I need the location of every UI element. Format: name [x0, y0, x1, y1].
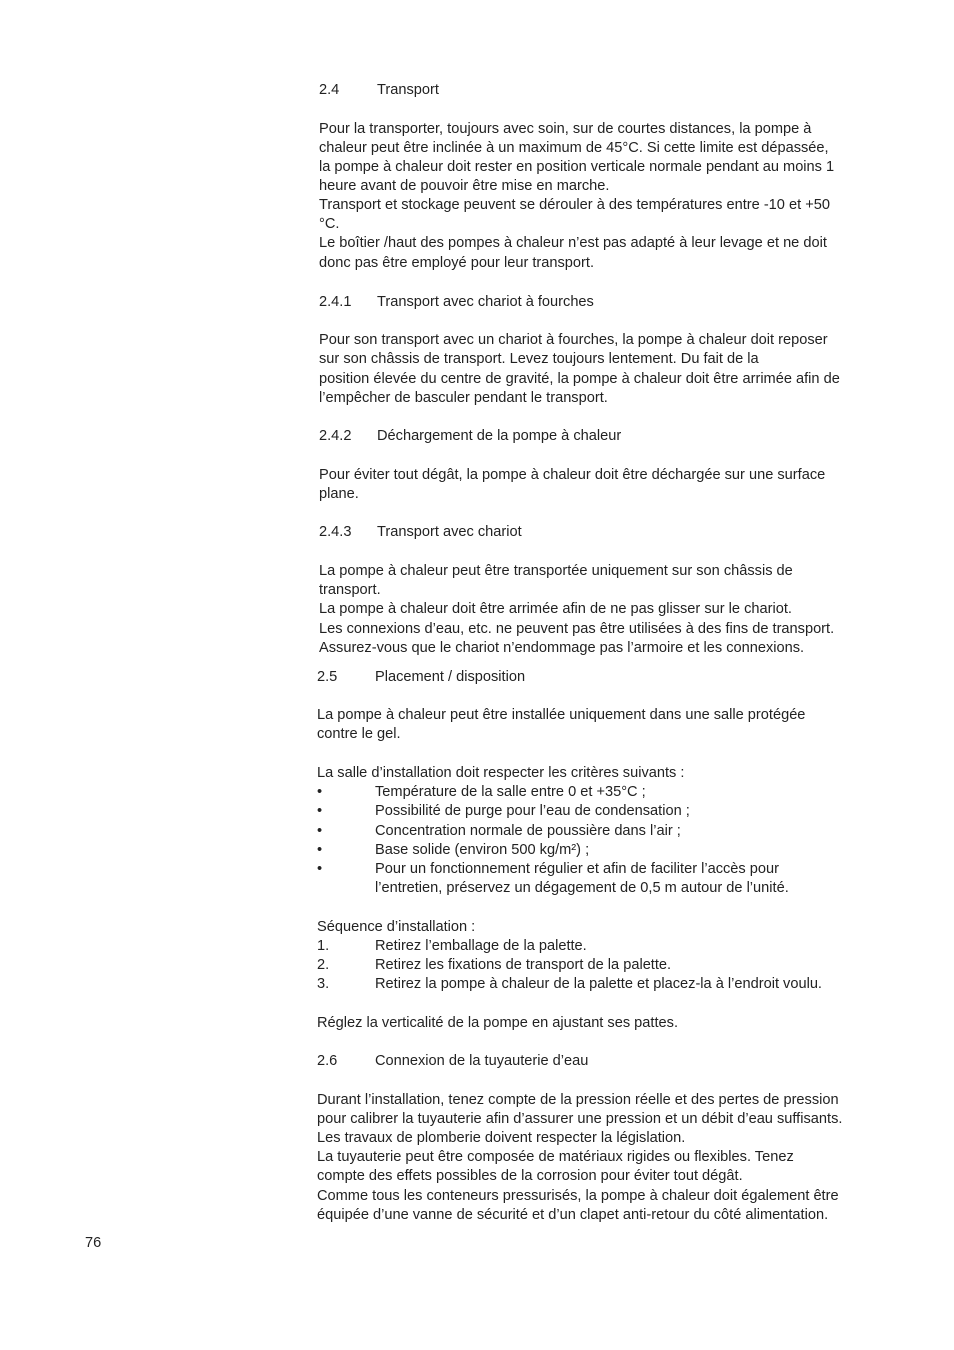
paragraph-line: chaleur peut être inclinée à un maximum de 45°C. Si cette limite est dépassée,: [319, 140, 829, 156]
sequence-intro: Séquence d’installation :: [317, 919, 476, 935]
step-text: Retirez les fixations de transport de la palette.: [375, 957, 672, 973]
bullet-marker: •: [317, 842, 323, 858]
paragraph-line: transport.: [319, 582, 381, 598]
numbered-step: [317, 956, 672, 975]
bullet-marker: •: [317, 823, 323, 839]
section-title: Transport: [377, 82, 439, 98]
paragraph-line: La tuyauterie peut être composée de matériaux rigides ou flexibles. Tenez: [317, 1149, 794, 1165]
bullet-item: [317, 822, 681, 841]
paragraph-line: Pour la transporter, toujours avec soin, sur de courtes distances, la pompe à: [319, 121, 812, 137]
paragraph-line: heure avant de pouvoir être mise en marche.: [319, 178, 610, 194]
section-title: Déchargement de la pompe à chaleur: [377, 428, 622, 444]
paragraph-line: La pompe à chaleur doit être arrimée afin de ne pas glisser sur le chariot.: [319, 601, 792, 617]
bullet-text: Concentration normale de poussière dans l’air ;: [375, 823, 681, 839]
paragraph-line: l’empêcher de basculer pendant le transport.: [319, 390, 608, 406]
numbered-step: [317, 937, 587, 956]
section-title: Connexion de la tuyauterie d’eau: [375, 1053, 589, 1069]
section-2-4-2-heading: [319, 427, 622, 446]
paragraph-line: La pompe à chaleur peut être installée uniquement dans une salle protégée: [317, 707, 806, 723]
bullet-text: Température de la salle entre 0 et +35°C ;: [375, 784, 646, 800]
section-2-4-heading: [319, 81, 439, 100]
paragraph-line: Durant l’installation, tenez compte de la pression réelle et des pertes de pression: [317, 1092, 839, 1108]
paragraph-line: Le boîtier /haut des pompes à chaleur n’est pas adapté à leur levage et ne doit: [319, 235, 827, 251]
paragraph-line: équipée d’une vanne de sécurité et d’un clapet anti-retour du côté alimentation.: [317, 1207, 829, 1223]
paragraph-line: Pour son transport avec un chariot à fourches, la pompe à chaleur doit reposer: [319, 332, 828, 348]
bullet-text: Possibilité de purge pour l’eau de condensation ;: [375, 803, 690, 819]
paragraph-line: pour calibrer la tuyauterie afin d’assurer une pression et un débit d’eau suffisants.: [317, 1111, 843, 1127]
section-number: 2.4.2: [319, 428, 352, 444]
step-number: 2.: [317, 957, 330, 973]
section-number: 2.5: [317, 669, 338, 685]
paragraph-line: Les connexions d’eau, etc. ne peuvent pas être utilisées à des fins de transport.: [319, 621, 835, 637]
paragraph-line: La pompe à chaleur peut être transportée uniquement sur son châssis de: [319, 563, 793, 579]
paragraph-line: Les travaux de plomberie doivent respecter la législation.: [317, 1130, 686, 1146]
section-2-5-heading: [317, 668, 526, 687]
paragraph-line: Pour éviter tout dégât, la pompe à chaleur doit être déchargée sur une surface: [319, 467, 826, 483]
paragraph-line: °C.: [319, 216, 340, 232]
bullet-text: Base solide (environ 500 kg/m²) ;: [375, 842, 590, 858]
paragraph-line: position élevée du centre de gravité, la pompe à chaleur doit être arrimée afin de: [319, 371, 840, 387]
bullet-text-continuation: l’entretien, préservez un dégagement de 0,5 m autour de l’unité.: [375, 880, 789, 896]
paragraph-line: compte des effets possibles de la corrosion pour éviter tout dégât.: [317, 1168, 743, 1184]
bullet-text: Pour un fonctionnement régulier et afin de faciliter l’accès pour: [375, 861, 779, 877]
section-2-6-heading: [317, 1052, 589, 1071]
paragraph-line: Comme tous les conteneurs pressurisés, la pompe à chaleur doit également être: [317, 1188, 839, 1204]
criteria-intro: La salle d’installation doit respecter les critères suivants :: [317, 765, 685, 781]
section-number: 2.4.3: [319, 524, 352, 540]
paragraph-line: Transport et stockage peuvent se dérouler à des températures entre -10 et +50: [319, 197, 830, 213]
section-2-4-1-heading: [319, 293, 594, 312]
section-2-4-3-heading: [319, 523, 522, 542]
section-title: Transport avec chariot à fourches: [377, 294, 594, 310]
bullet-marker: •: [317, 861, 323, 877]
paragraph-line: plane.: [319, 486, 359, 502]
paragraph-line: Assurez-vous que le chariot n’endommage pas l’armoire et les connexions.: [319, 640, 805, 656]
section-number: 2.4: [319, 82, 340, 98]
step-text: Retirez l’emballage de la palette.: [375, 938, 587, 954]
section-title: Placement / disposition: [375, 669, 526, 685]
paragraph-line: la pompe à chaleur doit rester en position verticale normale pendant au moins 1: [319, 159, 835, 175]
numbered-step: [317, 975, 822, 994]
bullet-marker: •: [317, 784, 323, 800]
step-number: 1.: [317, 938, 330, 954]
bullet-item: [317, 841, 590, 860]
bullet-item: [317, 802, 690, 821]
bullet-item: [317, 783, 646, 802]
step-number: 3.: [317, 976, 330, 992]
section-number: 2.4.1: [319, 294, 352, 310]
section-title: Transport avec chariot: [377, 524, 522, 540]
paragraph-line: sur son châssis de transport. Levez toujours lentement. Du fait de la: [319, 351, 759, 367]
bullet-marker: •: [317, 803, 323, 819]
paragraph-line: donc pas être employé pour leur transport.: [319, 255, 595, 271]
step-text: Retirez la pompe à chaleur de la palette et placez-la à l’endroit voulu.: [375, 976, 822, 992]
section-number: 2.6: [317, 1053, 338, 1069]
paragraph-line: contre le gel.: [317, 726, 401, 742]
page-number: 76: [85, 1235, 102, 1251]
closing-paragraph: Réglez la verticalité de la pompe en ajustant ses pattes.: [317, 1015, 678, 1031]
bullet-item: [317, 860, 779, 879]
